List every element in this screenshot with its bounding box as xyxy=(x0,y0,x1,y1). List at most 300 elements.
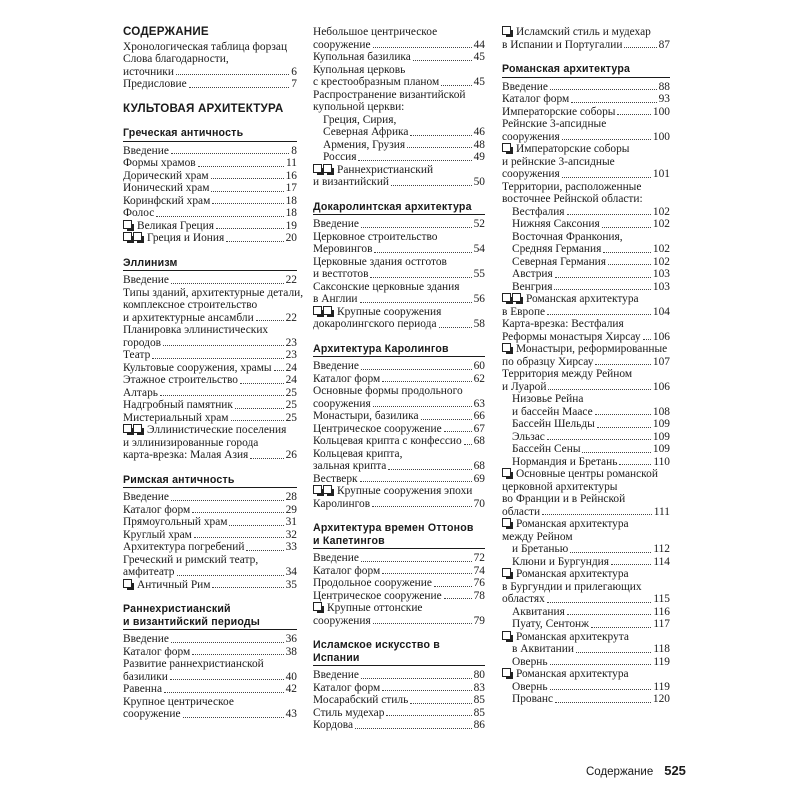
entry-label xyxy=(313,485,472,497)
map-marker-icons xyxy=(502,631,512,643)
entry-page-number: 45 xyxy=(473,51,485,63)
entry-page-number: 25 xyxy=(285,386,297,399)
entry-label xyxy=(313,76,439,89)
entry-page-number: 25 xyxy=(285,399,297,411)
entry-label xyxy=(123,516,227,529)
entry-label xyxy=(512,431,545,444)
entry-text: Низовье Рейна xyxy=(512,393,584,405)
entry-page-number: 74 xyxy=(473,564,485,577)
entry-text: Кольцевая крипта, xyxy=(313,447,403,460)
entry-text: докаролингского периода xyxy=(313,318,437,330)
entry-label xyxy=(313,373,380,386)
dot-leader xyxy=(171,500,284,501)
entry-page-number: 117 xyxy=(653,618,670,630)
toc-section xyxy=(313,26,485,189)
toc-entry xyxy=(123,312,297,325)
entry-text: Романская архитектура xyxy=(526,293,639,305)
map-marker-icons xyxy=(123,220,133,232)
entry-text: Венгрия xyxy=(512,280,553,293)
entry-text: Этажное строительство xyxy=(123,374,238,386)
entry-label xyxy=(313,281,459,293)
toc-section xyxy=(123,26,297,91)
entry-page-number: 24 xyxy=(285,374,297,386)
entry-label xyxy=(123,579,210,592)
entry-text: Основные центры романской xyxy=(516,468,658,480)
map-marker-icons xyxy=(502,26,512,38)
toc-entry xyxy=(502,531,670,544)
map-box-icon xyxy=(502,518,511,527)
entry-label xyxy=(502,668,629,680)
section-rule xyxy=(123,629,297,630)
entry-text: Дорический храм xyxy=(123,169,209,182)
page-footer xyxy=(586,763,686,779)
entry-page-number: 25 xyxy=(285,411,297,424)
map-marker-icons xyxy=(502,293,522,305)
entry-text: Эллинистические поселения xyxy=(147,424,287,436)
entry-page-number: 109 xyxy=(652,443,670,455)
entry-text: Распространение византийской xyxy=(313,88,466,101)
entry-page-number: 52 xyxy=(473,218,485,230)
toc-entry xyxy=(502,118,670,131)
entry-text: Введение xyxy=(123,633,169,645)
map-box-icon xyxy=(512,293,521,302)
entry-page-number: 43 xyxy=(285,708,297,720)
dot-leader xyxy=(595,414,651,415)
entry-page-number: 119 xyxy=(653,655,670,668)
toc-entry xyxy=(123,566,297,579)
toc-entry xyxy=(313,552,485,565)
toc-entry xyxy=(502,306,670,319)
toc-entry xyxy=(502,668,670,681)
entry-page-number: 102 xyxy=(652,205,670,218)
section-heading: СОДЕРЖАНИЕ xyxy=(123,25,209,38)
toc-entry xyxy=(123,529,297,542)
toc-entry xyxy=(502,443,670,456)
entry-label xyxy=(123,337,161,350)
entry-label xyxy=(502,368,632,380)
dot-leader xyxy=(170,679,284,680)
entry-label xyxy=(313,460,386,473)
entry-page-number: 54 xyxy=(473,243,485,255)
entry-label xyxy=(123,633,169,646)
entry-page-number: 87 xyxy=(658,38,670,51)
entry-label xyxy=(512,606,565,619)
entry-label xyxy=(512,543,568,556)
dot-leader xyxy=(156,216,283,217)
toc-section xyxy=(123,603,297,721)
entry-label xyxy=(123,41,287,53)
entry-text: Императорские соборы xyxy=(502,105,616,118)
entry-label xyxy=(313,101,404,113)
dot-leader xyxy=(643,339,651,340)
toc-entry xyxy=(313,64,485,77)
entry-label xyxy=(313,164,433,176)
entry-text: амфитеатр xyxy=(123,566,175,578)
entry-label xyxy=(123,232,224,245)
map-box-icon xyxy=(502,343,511,352)
entry-label xyxy=(123,671,168,684)
entry-page-number: 80 xyxy=(473,669,485,681)
entry-page-number: 67 xyxy=(473,422,485,435)
toc-entry xyxy=(502,218,670,231)
toc-entry xyxy=(502,556,670,569)
entry-label xyxy=(123,424,286,436)
page-number: 525 xyxy=(664,763,686,778)
entry-text: Театр xyxy=(123,349,151,361)
map-box-icon xyxy=(323,306,332,315)
entry-page-number: 66 xyxy=(473,410,485,422)
entry-text: Небольшое центрическое xyxy=(313,26,438,38)
entry-text: Территории, расположенные xyxy=(502,180,642,193)
toc-entry xyxy=(502,268,670,281)
entry-page-number: 56 xyxy=(473,293,485,305)
entry-label xyxy=(313,398,371,411)
entry-label xyxy=(123,157,196,170)
entry-page-number: 102 xyxy=(652,255,670,268)
dot-leader xyxy=(562,139,651,140)
entry-label xyxy=(313,565,380,578)
entry-label xyxy=(323,126,408,139)
entry-label xyxy=(313,256,447,268)
dot-leader xyxy=(192,512,283,513)
entry-text: Церковное строительство xyxy=(313,230,438,243)
entry-text: Территория между Рейном xyxy=(502,368,633,380)
toc-section xyxy=(123,256,304,462)
entry-label xyxy=(502,81,548,94)
map-marker-icons xyxy=(502,568,512,580)
entry-label xyxy=(502,293,639,305)
entry-label xyxy=(123,529,192,542)
entry-text: Каталог форм xyxy=(313,372,381,385)
toc-entry xyxy=(313,256,485,269)
entry-label xyxy=(502,568,629,580)
entry-label xyxy=(512,556,609,569)
entry-text: Клюни и Бургундия xyxy=(512,555,610,568)
section-heading: Романская архитектура xyxy=(502,63,631,75)
entry-label xyxy=(512,393,583,405)
entry-text: Типы зданий, архитектурные детали, xyxy=(123,286,304,299)
entry-page-number: 85 xyxy=(473,694,485,706)
toc-section xyxy=(313,639,485,732)
dot-leader xyxy=(229,525,283,526)
entry-page-number: 36 xyxy=(285,633,297,645)
toc-section xyxy=(313,522,485,627)
toc-entry xyxy=(123,516,297,529)
toc-entry xyxy=(502,206,670,219)
entry-label xyxy=(502,93,569,106)
toc-entry xyxy=(313,306,485,319)
entry-label xyxy=(502,331,641,344)
entry-label xyxy=(313,577,432,590)
entry-text: и бассейн Маасе xyxy=(512,405,593,418)
entry-label xyxy=(512,418,595,431)
entry-label xyxy=(313,615,371,628)
map-marker-icons xyxy=(313,164,333,176)
dot-leader xyxy=(189,87,290,88)
entry-page-number: 86 xyxy=(473,719,485,731)
entry-text: сооружение xyxy=(123,708,181,720)
toc-entry xyxy=(313,373,485,386)
toc-entry xyxy=(502,81,670,94)
toc-entry xyxy=(313,139,485,152)
entry-label xyxy=(313,385,463,397)
dot-leader xyxy=(216,228,284,229)
dot-leader xyxy=(542,514,652,515)
toc-entry xyxy=(123,145,297,158)
entry-page-number: 68 xyxy=(473,460,485,472)
dot-leader xyxy=(550,689,652,690)
entry-text: Каталог форм xyxy=(123,645,191,658)
entry-label xyxy=(512,443,580,456)
entry-page-number: 108 xyxy=(652,405,670,418)
toc-entry xyxy=(313,590,485,603)
dot-leader xyxy=(171,283,284,284)
dot-leader xyxy=(555,702,651,703)
toc-entry xyxy=(313,460,485,473)
section-heading: Раннехристианский xyxy=(123,603,231,615)
map-marker-icons xyxy=(502,343,512,355)
entry-text: Культовые сооружения, храмы xyxy=(123,361,272,374)
entry-label xyxy=(502,343,667,355)
entry-text: и рейнские 3-апсидные xyxy=(502,155,615,168)
entry-text: Архитектура погребений xyxy=(123,541,245,553)
dot-leader xyxy=(231,420,284,421)
dot-leader xyxy=(198,166,284,167)
toc-entry xyxy=(123,78,297,91)
map-box-icon xyxy=(313,485,322,494)
entry-text: Исламский стиль и мудехар xyxy=(516,26,651,38)
toc-entry xyxy=(123,387,297,400)
entry-text: Введение xyxy=(313,669,359,681)
toc-entry xyxy=(502,293,670,306)
map-marker-icons xyxy=(123,579,133,591)
entry-text: Армения, Грузия xyxy=(323,138,406,151)
dot-leader xyxy=(624,47,656,48)
entry-label xyxy=(313,39,371,52)
entry-text: Саксонские церковные здания xyxy=(313,280,460,293)
entry-text: Развитие раннехристианской xyxy=(123,658,264,670)
toc-entry xyxy=(123,53,297,66)
section-heading: Исламское искусство в Испании xyxy=(313,639,440,664)
entry-label xyxy=(512,218,600,231)
entry-label xyxy=(123,491,169,504)
entry-page-number: 45 xyxy=(473,76,485,88)
entry-text: во Франции и в Рейнской xyxy=(502,493,626,505)
entry-page-number: 79 xyxy=(473,614,485,627)
toc-entry xyxy=(502,656,670,669)
entry-text: Северная Африка xyxy=(323,126,409,138)
toc-entry xyxy=(123,579,297,592)
entry-text: Средняя Германия xyxy=(512,243,602,255)
toc-entry xyxy=(123,324,297,337)
dot-leader xyxy=(177,575,284,576)
entry-text: Купольная базилика xyxy=(313,51,411,63)
entry-page-number: 42 xyxy=(285,683,297,695)
dot-leader xyxy=(274,370,284,371)
entry-text: и Луарой xyxy=(502,380,547,393)
dot-leader xyxy=(413,60,472,61)
entry-label xyxy=(323,139,405,152)
entry-text: в Англии xyxy=(313,293,358,305)
entry-text: Греция, Сирия, xyxy=(323,113,397,126)
entry-page-number: 107 xyxy=(652,355,670,368)
entry-text: Введение xyxy=(123,144,169,157)
entry-page-number: 50 xyxy=(473,176,485,188)
toc-entry xyxy=(502,368,670,381)
toc-entry xyxy=(502,243,670,256)
entry-text: Северная Германия xyxy=(512,255,607,268)
entry-page-number: 32 xyxy=(285,528,297,541)
toc-entry xyxy=(123,671,297,684)
entry-label xyxy=(123,504,190,517)
entry-text: и вестготов xyxy=(313,268,369,280)
entry-label xyxy=(502,26,651,38)
entry-label xyxy=(123,387,158,400)
toc-entry xyxy=(123,274,297,287)
entry-text: Крупные сооружения эпохи xyxy=(337,485,473,497)
entry-label xyxy=(313,318,437,331)
entry-label xyxy=(313,360,359,373)
entry-label xyxy=(123,449,248,462)
dot-leader xyxy=(548,389,650,390)
entry-text: Россия xyxy=(323,151,357,163)
entry-text: Восточная Франкония, xyxy=(512,230,623,243)
entry-label xyxy=(502,131,560,144)
dot-leader xyxy=(617,114,650,115)
entry-text: Введение xyxy=(502,80,548,93)
entry-label xyxy=(512,231,623,243)
entry-text: Алтарь xyxy=(123,386,158,399)
toc-entry xyxy=(502,156,670,169)
toc-entry xyxy=(123,362,297,375)
dot-leader xyxy=(597,427,651,428)
entry-page-number: 112 xyxy=(653,543,670,555)
toc-entry xyxy=(313,39,485,52)
dot-leader xyxy=(382,690,471,691)
entry-text: по образцу Хирсау xyxy=(502,355,594,368)
entry-text: сооружения xyxy=(502,130,560,143)
entry-text: Романская архитекрута xyxy=(516,630,629,643)
dot-leader xyxy=(355,728,472,729)
dot-leader xyxy=(388,469,471,470)
dot-leader xyxy=(550,89,657,90)
entry-label xyxy=(313,176,389,189)
entry-label xyxy=(502,506,540,519)
entry-page-number: 100 xyxy=(652,105,670,118)
entry-page-number: 103 xyxy=(652,280,670,293)
entry-page-number: 116 xyxy=(653,605,670,618)
dot-leader xyxy=(171,642,284,643)
entry-page-number: 23 xyxy=(285,349,297,361)
entry-label xyxy=(123,566,175,579)
toc-entry xyxy=(502,106,670,119)
toc-entry xyxy=(123,299,297,312)
entry-label xyxy=(313,590,442,603)
entry-page-number: 115 xyxy=(653,593,670,605)
entry-label xyxy=(123,170,209,183)
entry-page-number: 58 xyxy=(473,318,485,330)
toc-entry xyxy=(313,410,485,423)
entry-text: Введение xyxy=(123,491,169,503)
entry-text: Овернь xyxy=(512,680,548,693)
map-box-icon xyxy=(123,232,132,241)
entry-text: Императорские соборы xyxy=(516,143,630,155)
toc-entry xyxy=(313,385,485,398)
entry-text: Нормандия и Бретань xyxy=(512,455,618,468)
entry-text: Пуату, Сентонж xyxy=(512,618,589,630)
entry-label xyxy=(313,26,437,38)
section-rule xyxy=(313,356,485,357)
toc-entry xyxy=(502,406,670,419)
entry-text: и Бретанью xyxy=(512,543,569,555)
entry-page-number: 60 xyxy=(473,360,485,372)
entry-label xyxy=(123,399,233,412)
entry-text: Вестфалия xyxy=(512,205,565,218)
entry-page-number: 22 xyxy=(285,311,297,324)
toc-entry xyxy=(123,157,297,170)
entry-label xyxy=(502,356,593,369)
map-marker-icons xyxy=(502,518,512,530)
entry-text: Введение xyxy=(313,218,359,230)
entry-page-number: 120 xyxy=(652,693,670,705)
toc-entry xyxy=(502,693,670,706)
entry-page-number: 68 xyxy=(473,435,485,447)
entry-text: Хронологическая таблица форзац xyxy=(123,40,288,53)
dot-leader xyxy=(619,464,651,465)
section-heading: Архитектура Каролингов xyxy=(313,342,449,355)
entry-text: Вестверк xyxy=(313,472,358,485)
dot-leader xyxy=(608,264,651,265)
entry-label xyxy=(502,193,643,205)
toc-entry xyxy=(502,381,670,394)
entry-text: Австрия xyxy=(512,268,553,280)
toc-section xyxy=(313,201,485,331)
dot-leader xyxy=(361,369,472,370)
entry-page-number: 19 xyxy=(285,219,297,232)
entry-page-number: 22 xyxy=(285,274,297,286)
dot-leader xyxy=(212,203,283,204)
toc-entry xyxy=(313,26,485,39)
section-heading: Докаролинтская архитектура xyxy=(313,200,472,213)
toc-entry xyxy=(313,485,485,498)
toc-entry xyxy=(313,218,485,231)
entry-label xyxy=(512,256,606,269)
toc-entry xyxy=(313,126,485,139)
map-box-icon xyxy=(502,568,511,577)
entry-text: Бассейн Сены xyxy=(512,443,581,455)
map-box-icon xyxy=(313,306,322,315)
toc-entry xyxy=(502,418,670,431)
entry-label xyxy=(512,618,589,631)
entry-text: Крупное центрическое xyxy=(123,695,234,708)
dot-leader xyxy=(421,419,472,420)
toc-entry xyxy=(123,195,297,208)
entry-label xyxy=(123,299,257,311)
entry-label xyxy=(323,151,356,164)
toc-entry xyxy=(123,399,297,412)
dot-leader xyxy=(382,381,471,382)
map-marker-icons xyxy=(313,485,333,497)
toc-entry xyxy=(502,456,670,469)
section-rule xyxy=(313,548,485,549)
toc-entry xyxy=(123,220,297,233)
entry-label xyxy=(313,669,359,682)
toc-entry xyxy=(123,658,297,671)
dot-leader xyxy=(547,602,652,603)
entry-text: в Бургундии и прилегающих xyxy=(502,580,642,593)
dot-leader xyxy=(211,178,284,179)
entry-text: Коринфский храм xyxy=(123,194,211,207)
